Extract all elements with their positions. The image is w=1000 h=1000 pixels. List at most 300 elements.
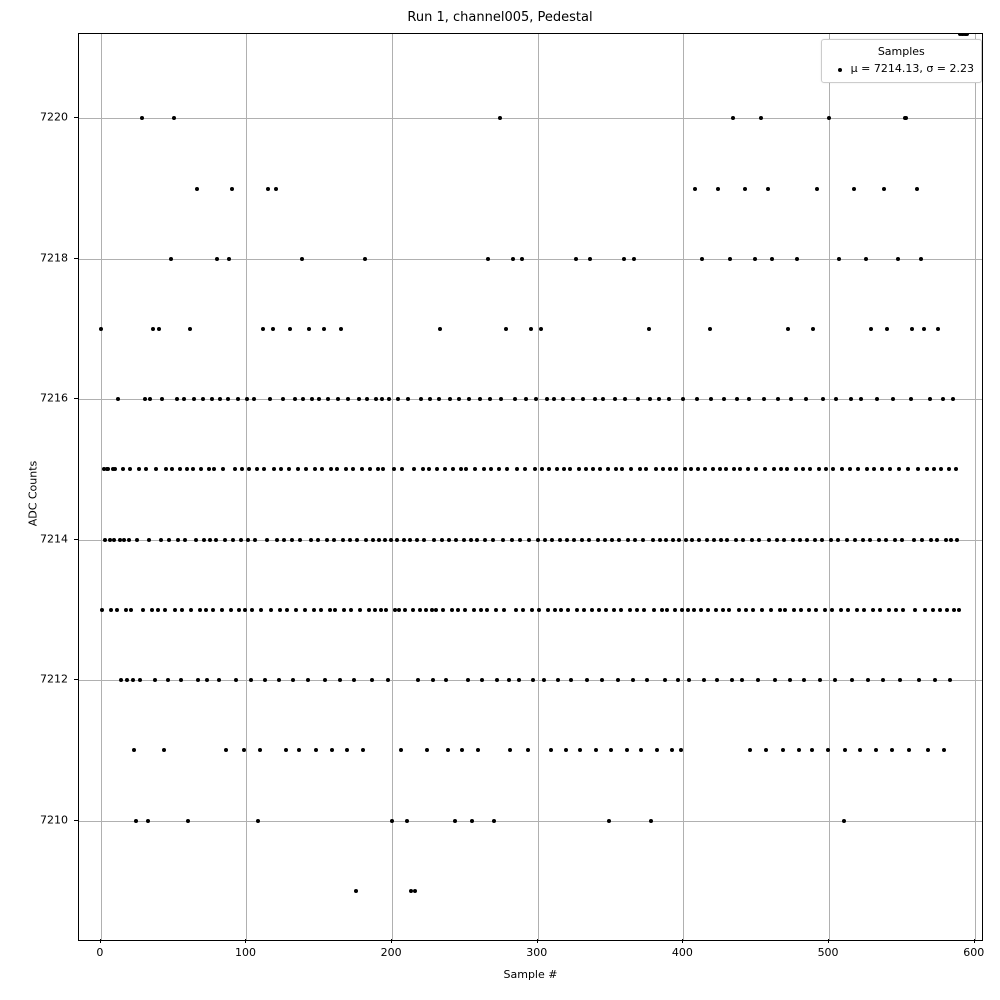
- data-point: [858, 748, 862, 752]
- data-point: [320, 467, 324, 471]
- data-point: [453, 819, 457, 823]
- x-tick-label: 300: [526, 946, 548, 959]
- data-point: [178, 467, 182, 471]
- data-point: [176, 538, 180, 542]
- data-point: [376, 467, 380, 471]
- data-point: [530, 608, 534, 612]
- data-point: [438, 327, 442, 331]
- data-point: [333, 608, 337, 612]
- data-point: [443, 467, 447, 471]
- data-point: [191, 467, 195, 471]
- data-point: [762, 397, 766, 401]
- data-point: [269, 608, 273, 612]
- data-point: [464, 467, 468, 471]
- data-point: [706, 608, 710, 612]
- data-point: [240, 467, 244, 471]
- data-point: [686, 608, 690, 612]
- data-point: [427, 467, 431, 471]
- data-point: [910, 327, 914, 331]
- data-point: [384, 608, 388, 612]
- data-point: [361, 748, 365, 752]
- data-point: [192, 397, 196, 401]
- data-point: [342, 608, 346, 612]
- data-point: [395, 538, 399, 542]
- data-point: [266, 187, 270, 191]
- data-point: [817, 467, 821, 471]
- data-point: [539, 327, 543, 331]
- data-point: [856, 467, 860, 471]
- data-point: [690, 538, 694, 542]
- data-point: [558, 538, 562, 542]
- data-point: [175, 397, 179, 401]
- data-point: [574, 257, 578, 261]
- data-point: [106, 467, 110, 471]
- data-point: [865, 467, 869, 471]
- data-point: [568, 467, 572, 471]
- data-point: [957, 608, 961, 612]
- y-tick-label: 7212: [40, 672, 68, 686]
- data-point: [853, 538, 857, 542]
- data-point: [821, 397, 825, 401]
- gridline-horizontal: [79, 118, 982, 119]
- data-point: [859, 397, 863, 401]
- data-point: [674, 467, 678, 471]
- data-point: [708, 327, 712, 331]
- data-point: [684, 538, 688, 542]
- data-point: [246, 538, 250, 542]
- data-point: [169, 257, 173, 261]
- data-point: [767, 538, 771, 542]
- legend-title: Samples: [877, 45, 925, 58]
- data-point: [773, 678, 777, 682]
- data-point: [466, 678, 470, 682]
- data-point: [652, 608, 656, 612]
- data-point: [253, 538, 257, 542]
- data-point: [529, 327, 533, 331]
- data-point: [281, 397, 285, 401]
- data-point: [577, 467, 581, 471]
- data-point: [671, 538, 675, 542]
- data-point: [460, 748, 464, 752]
- data-point: [306, 678, 310, 682]
- data-point: [778, 608, 782, 612]
- data-point: [665, 608, 669, 612]
- data-point: [365, 397, 369, 401]
- data-point: [335, 467, 339, 471]
- data-point: [763, 467, 767, 471]
- data-point: [823, 608, 827, 612]
- data-point: [830, 608, 834, 612]
- data-point: [223, 538, 227, 542]
- data-point: [626, 538, 630, 542]
- data-point: [231, 538, 235, 542]
- data-point: [328, 608, 332, 612]
- data-point: [938, 608, 942, 612]
- data-point: [741, 538, 745, 542]
- data-point: [550, 538, 554, 542]
- data-point: [683, 467, 687, 471]
- data-point: [150, 608, 154, 612]
- data-point: [673, 608, 677, 612]
- legend-entry-label: μ = 7214.13, σ = 2.23: [850, 62, 974, 75]
- data-point: [545, 397, 549, 401]
- data-point: [746, 467, 750, 471]
- data-point: [866, 678, 870, 682]
- data-point: [360, 467, 364, 471]
- data-point: [119, 678, 123, 682]
- data-point: [358, 608, 362, 612]
- data-point: [140, 116, 144, 120]
- data-point: [679, 748, 683, 752]
- data-point: [377, 538, 381, 542]
- data-point: [738, 467, 742, 471]
- data-point: [836, 538, 840, 542]
- data-point: [137, 467, 141, 471]
- data-point: [463, 608, 467, 612]
- data-point: [759, 116, 763, 120]
- data-point: [603, 538, 607, 542]
- data-point: [622, 257, 626, 261]
- data-point: [596, 538, 600, 542]
- data-point: [498, 116, 502, 120]
- y-tick-mark: [74, 258, 78, 259]
- data-point: [134, 819, 138, 823]
- data-point: [769, 608, 773, 612]
- data-point: [845, 538, 849, 542]
- data-point: [255, 467, 259, 471]
- data-point: [855, 608, 859, 612]
- data-point: [336, 397, 340, 401]
- data-point: [287, 467, 291, 471]
- data-point: [846, 608, 850, 612]
- x-tick-mark: [974, 939, 975, 943]
- data-point: [887, 608, 891, 612]
- data-point: [942, 748, 946, 752]
- data-point: [422, 538, 426, 542]
- data-point: [399, 748, 403, 752]
- data-point: [871, 608, 875, 612]
- data-point: [799, 608, 803, 612]
- data-point: [547, 467, 551, 471]
- data-point: [913, 608, 917, 612]
- data-point: [661, 467, 665, 471]
- data-point: [566, 608, 570, 612]
- data-point: [164, 467, 168, 471]
- gridline-vertical: [101, 34, 102, 940]
- data-point: [517, 678, 521, 682]
- data-point: [100, 608, 104, 612]
- data-point: [898, 678, 902, 682]
- data-point: [262, 467, 266, 471]
- data-point: [472, 608, 476, 612]
- data-point: [261, 327, 265, 331]
- data-point: [416, 678, 420, 682]
- data-point: [711, 467, 715, 471]
- data-point: [166, 678, 170, 682]
- data-point: [925, 467, 929, 471]
- data-point: [124, 608, 128, 612]
- data-point: [154, 467, 158, 471]
- data-point: [189, 608, 193, 612]
- data-point: [590, 608, 594, 612]
- data-point: [396, 397, 400, 401]
- data-point: [515, 467, 519, 471]
- data-point: [435, 467, 439, 471]
- data-point: [582, 608, 586, 612]
- data-point: [802, 678, 806, 682]
- data-point: [864, 257, 868, 261]
- data-point: [581, 397, 585, 401]
- data-point: [210, 397, 214, 401]
- data-point: [727, 608, 731, 612]
- data-point: [143, 397, 147, 401]
- data-point: [868, 538, 872, 542]
- data-point: [540, 467, 544, 471]
- data-point: [789, 397, 793, 401]
- data-point: [935, 538, 939, 542]
- data-point: [587, 538, 591, 542]
- chart-legend: [821, 39, 982, 83]
- data-point: [744, 608, 748, 612]
- data-point: [644, 467, 648, 471]
- data-point: [848, 467, 852, 471]
- data-point: [146, 819, 150, 823]
- data-point: [670, 748, 674, 752]
- data-point: [462, 538, 466, 542]
- data-point: [922, 327, 926, 331]
- data-point: [127, 538, 131, 542]
- data-point: [314, 748, 318, 752]
- data-point: [521, 608, 525, 612]
- data-point: [862, 608, 866, 612]
- data-point: [367, 608, 371, 612]
- data-point: [144, 467, 148, 471]
- data-point: [135, 538, 139, 542]
- data-point: [489, 467, 493, 471]
- data-point: [719, 538, 723, 542]
- data-point: [400, 467, 404, 471]
- x-tick-mark: [682, 939, 683, 943]
- data-point: [536, 538, 540, 542]
- data-point: [317, 397, 321, 401]
- data-point: [441, 608, 445, 612]
- data-point: [919, 257, 923, 261]
- data-point: [379, 608, 383, 612]
- data-point: [881, 678, 885, 682]
- data-point: [724, 467, 728, 471]
- data-point: [486, 257, 490, 261]
- data-point: [703, 467, 707, 471]
- data-point: [593, 397, 597, 401]
- data-point: [813, 538, 817, 542]
- data-point: [716, 187, 720, 191]
- data-point: [834, 397, 838, 401]
- data-point: [470, 819, 474, 823]
- data-point: [779, 467, 783, 471]
- data-point: [421, 467, 425, 471]
- data-point: [926, 748, 930, 752]
- data-point: [680, 608, 684, 612]
- data-point: [783, 608, 787, 612]
- data-point: [869, 327, 873, 331]
- data-point: [635, 608, 639, 612]
- data-point: [663, 678, 667, 682]
- data-point: [623, 397, 627, 401]
- x-tick-label: 400: [671, 946, 693, 959]
- data-point: [131, 678, 135, 682]
- data-point: [183, 538, 187, 542]
- data-point: [695, 397, 699, 401]
- data-point: [419, 397, 423, 401]
- data-point: [113, 467, 117, 471]
- gridline-vertical: [683, 34, 684, 940]
- data-point: [718, 467, 722, 471]
- data-point: [598, 467, 602, 471]
- data-point: [677, 538, 681, 542]
- data-point: [476, 748, 480, 752]
- data-point: [645, 678, 649, 682]
- data-point: [941, 397, 945, 401]
- data-point: [917, 678, 921, 682]
- data-point: [364, 538, 368, 542]
- data-point: [495, 678, 499, 682]
- data-point: [491, 538, 495, 542]
- data-point: [243, 608, 247, 612]
- data-point: [584, 467, 588, 471]
- data-point: [508, 748, 512, 752]
- data-point: [965, 33, 969, 36]
- data-point: [909, 397, 913, 401]
- data-point: [631, 678, 635, 682]
- data-point: [781, 748, 785, 752]
- data-point: [612, 608, 616, 612]
- data-point: [297, 748, 301, 752]
- data-point: [156, 608, 160, 612]
- data-point: [132, 748, 136, 752]
- x-tick-label: 600: [963, 946, 985, 959]
- data-point: [794, 467, 798, 471]
- data-point: [604, 608, 608, 612]
- data-point: [601, 397, 605, 401]
- data-point: [413, 889, 417, 893]
- data-point: [786, 327, 790, 331]
- data-point: [594, 748, 598, 752]
- data-point: [737, 608, 741, 612]
- data-point: [647, 327, 651, 331]
- data-point: [923, 608, 927, 612]
- data-point: [326, 397, 330, 401]
- data-point: [99, 327, 103, 331]
- data-point: [785, 467, 789, 471]
- data-point: [478, 397, 482, 401]
- data-point: [389, 538, 393, 542]
- data-point: [600, 678, 604, 682]
- data-point: [936, 327, 940, 331]
- data-point: [341, 538, 345, 542]
- data-point: [316, 538, 320, 542]
- data-point: [229, 608, 233, 612]
- data-point: [393, 608, 397, 612]
- data-point: [329, 467, 333, 471]
- data-point: [754, 467, 758, 471]
- data-point: [891, 397, 895, 401]
- data-point: [952, 608, 956, 612]
- data-point: [151, 327, 155, 331]
- data-point: [459, 467, 463, 471]
- data-point: [597, 608, 601, 612]
- data-point: [507, 678, 511, 682]
- data-point: [569, 678, 573, 682]
- data-point: [373, 608, 377, 612]
- data-point: [351, 467, 355, 471]
- data-point: [912, 538, 916, 542]
- data-point: [157, 327, 161, 331]
- data-point: [933, 678, 937, 682]
- data-point: [482, 467, 486, 471]
- data-point: [380, 397, 384, 401]
- data-point: [629, 467, 633, 471]
- data-point: [776, 397, 780, 401]
- data-point: [207, 467, 211, 471]
- data-point: [186, 819, 190, 823]
- data-point: [890, 748, 894, 752]
- data-point: [230, 187, 234, 191]
- data-point: [725, 538, 729, 542]
- legend-marker-icon: [829, 59, 851, 78]
- data-point: [840, 467, 844, 471]
- data-point: [939, 467, 943, 471]
- data-point: [552, 397, 556, 401]
- y-tick-mark: [74, 117, 78, 118]
- data-point: [252, 397, 256, 401]
- data-point: [479, 608, 483, 612]
- data-point: [824, 467, 828, 471]
- y-tick-label: 7216: [40, 391, 68, 405]
- data-point: [753, 257, 757, 261]
- gridline-horizontal: [79, 821, 982, 822]
- data-point: [121, 467, 125, 471]
- data-point: [179, 678, 183, 682]
- data-point: [609, 748, 613, 752]
- data-point: [332, 538, 336, 542]
- data-point: [160, 397, 164, 401]
- data-point: [354, 889, 358, 893]
- data-point: [533, 467, 537, 471]
- y-axis-label: ADC Counts: [26, 460, 40, 527]
- data-point: [756, 678, 760, 682]
- data-point: [575, 608, 579, 612]
- data-point: [681, 397, 685, 401]
- data-point: [810, 748, 814, 752]
- data-point: [162, 748, 166, 752]
- data-point: [641, 538, 645, 542]
- data-point: [323, 678, 327, 682]
- data-point: [118, 538, 122, 542]
- data-point: [619, 608, 623, 612]
- data-point: [696, 467, 700, 471]
- data-point: [277, 678, 281, 682]
- data-point: [312, 608, 316, 612]
- data-point: [805, 538, 809, 542]
- data-point: [278, 608, 282, 612]
- data-point: [878, 608, 882, 612]
- gridline-vertical: [538, 34, 539, 940]
- data-point: [658, 538, 662, 542]
- data-point: [820, 538, 824, 542]
- data-point: [709, 397, 713, 401]
- data-point: [894, 608, 898, 612]
- data-point: [757, 538, 761, 542]
